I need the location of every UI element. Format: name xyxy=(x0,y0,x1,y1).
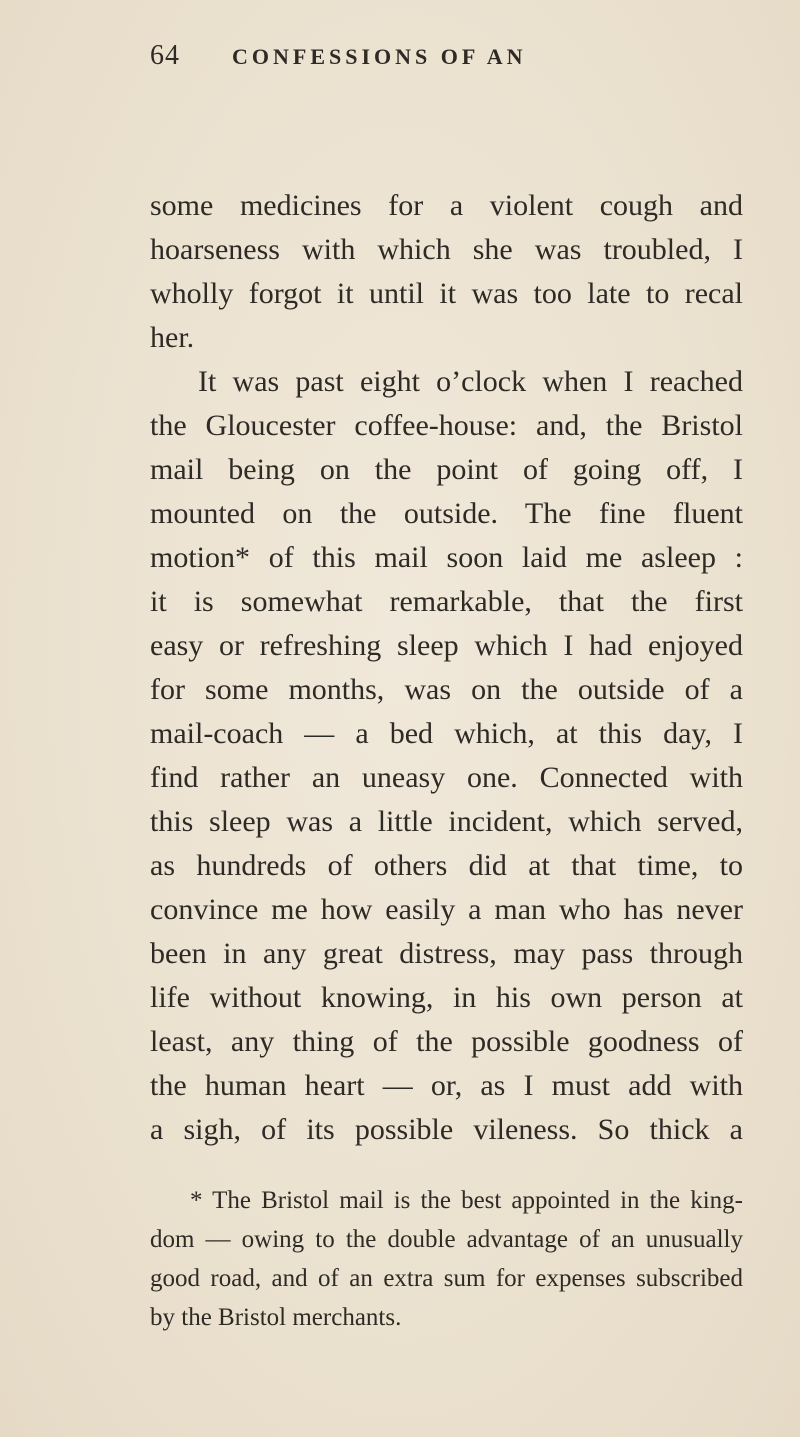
page-header xyxy=(150,40,800,80)
body-line: a sigh, of its possible vileness. So thick a xyxy=(150,1113,743,1146)
body-line: mounted on the outside. The fine fluent xyxy=(150,497,743,530)
body-line: life without knowing, in his own person at xyxy=(150,981,743,1014)
footnote-line: good road, and of an extra sum for expenses subscribed xyxy=(150,1265,743,1292)
body-line: her. xyxy=(150,321,195,354)
footnote-line: by the Bristol merchants. xyxy=(150,1304,402,1331)
body-line: motion* of this mail soon laid me asleep : xyxy=(150,541,743,574)
running-head: CONFESSIONS OF AN xyxy=(232,44,527,69)
body-line: mail-coach — a bed which, at this day, I xyxy=(150,717,743,750)
footnote-line: * The Bristol mail is the best appointed in the king- xyxy=(190,1187,743,1214)
body-line: least, any thing of the possible goodness of xyxy=(150,1025,743,1058)
body-line: some medicines for a violent cough and xyxy=(150,189,743,222)
footnote-line: dom — owing to the double advantage of an unusually xyxy=(150,1226,743,1253)
body-line: been in any great distress, may pass through xyxy=(150,937,743,970)
body-line: this sleep was a little incident, which served, xyxy=(150,805,743,838)
body-line: for some months, was on the outside of a xyxy=(150,673,743,706)
body-line: as hundreds of others did at that time, to xyxy=(150,849,743,882)
body-line: easy or refreshing sleep which I had enjoyed xyxy=(150,629,743,662)
body-line: the human heart — or, as I must add with xyxy=(150,1069,743,1102)
body-line: find rather an uneasy one. Connected with xyxy=(150,761,743,794)
body-line: wholly forgot it until it was too late to recal xyxy=(150,277,743,310)
body-line: the Gloucester coffee-house: and, the Bristol xyxy=(150,409,743,442)
page-number: 64 xyxy=(150,40,180,71)
body-line: hoarseness with which she was troubled, I xyxy=(150,233,743,266)
body-line: convince me how easily a man who has never xyxy=(150,893,743,926)
body-line: mail being on the point of going off, I xyxy=(150,453,743,486)
body-line: it is somewhat remarkable, that the first xyxy=(150,585,743,618)
body-line: It was past eight o’clock when I reached xyxy=(198,365,743,398)
